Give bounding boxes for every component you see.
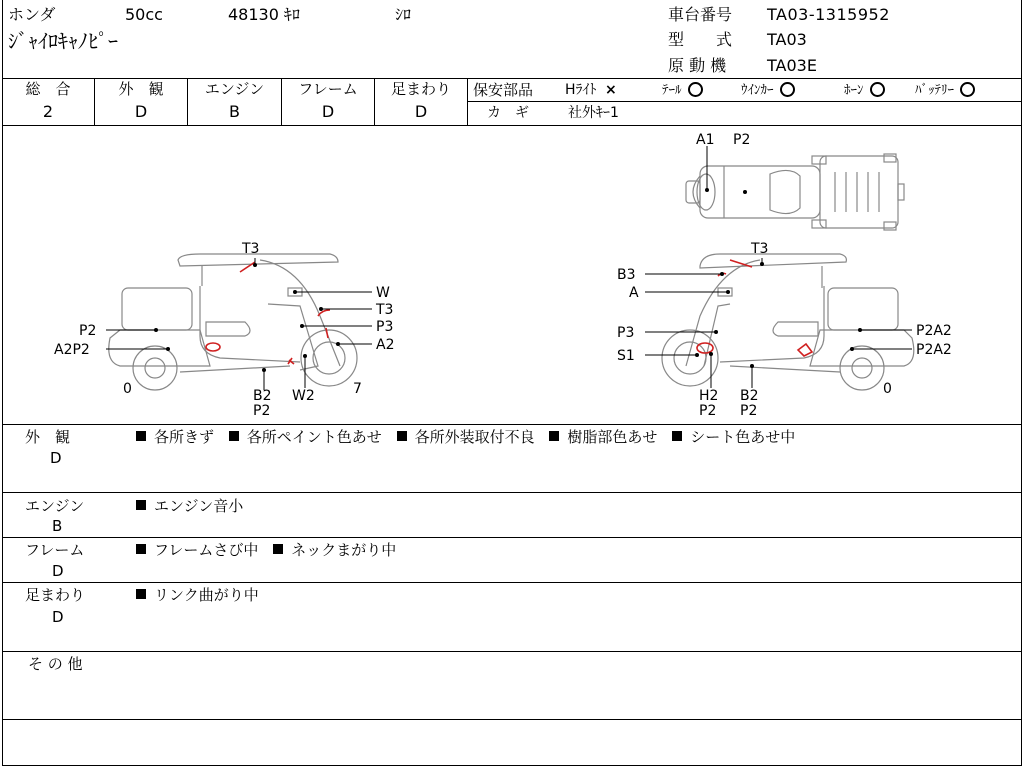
ok-circle-icon [870, 82, 885, 97]
left-label-b2: B2 [253, 388, 272, 404]
section-divider [2, 492, 1022, 493]
displacement: 50cc [125, 5, 163, 24]
top-label-a1: A1 [696, 132, 715, 148]
right-label-zero: 0 [883, 381, 892, 397]
body-color: ｼﾛ [395, 5, 412, 24]
section-divider [2, 537, 1022, 538]
grade-suspension-label: 足まわり [390, 80, 451, 98]
diagram-labels [54, 132, 952, 419]
ok-circle-icon [780, 82, 795, 97]
key-label: カ ギ [487, 105, 529, 121]
model-name: ｼﾞｬｲﾛｷｬﾉﾋﾟｰ [8, 29, 118, 53]
bullet-square-icon [549, 431, 559, 441]
left-label-a2p2: A2P2 [54, 342, 90, 358]
left-label-w2: W2 [292, 388, 315, 404]
note-item: リンク曲がり中 [154, 586, 259, 604]
safety-horn [844, 82, 885, 99]
scooter-drawing [109, 154, 914, 390]
safety-headlight [565, 81, 617, 99]
bullet-square-icon [136, 500, 146, 510]
left-label-zero: 0 [123, 381, 132, 397]
safety-winker [741, 82, 795, 99]
left-label-p2: P2 [79, 323, 97, 339]
section-frame-grade: D [52, 562, 64, 580]
grade-divider [467, 78, 468, 125]
safety-taillight-label: ﾃｰﾙ [662, 83, 682, 98]
section-frame-label: フレーム [25, 541, 85, 559]
safety-parts-label: 保安部品 [473, 81, 534, 99]
right-label-p2b: P2 [740, 403, 758, 419]
section-divider [2, 424, 1022, 425]
bullet-square-icon [136, 544, 146, 554]
note-item: フレームさび中 [154, 541, 259, 559]
note-item: 樹脂部色あせ [567, 428, 658, 446]
bullet-square-icon [397, 431, 407, 441]
safety-headlight-label: Hﾗｲﾄ [565, 82, 597, 98]
bullet-square-icon [136, 431, 146, 441]
ok-circle-icon [688, 82, 703, 97]
bullet-square-icon [672, 431, 682, 441]
grade-engine-value: B [229, 102, 240, 121]
note-item: 各所きず [154, 428, 215, 446]
scooter-left-view [109, 254, 357, 390]
frame-number-label: 車台番号 [668, 5, 733, 24]
grade-suspension-value: D [414, 102, 428, 121]
right-label-p2: P2 [699, 403, 717, 419]
grade-exterior-value: D [134, 102, 148, 121]
frame-number-value: TA03-1315952 [767, 5, 890, 24]
top-label-p2: P2 [733, 132, 751, 148]
bullet-square-icon [229, 431, 239, 441]
note-item: エンジン音小 [154, 497, 244, 515]
right-label-h2: H2 [699, 388, 719, 404]
model-type-value: TA03 [767, 30, 807, 49]
safety-battery [915, 82, 975, 99]
grade-exterior-label: 外 観 [118, 80, 164, 98]
section-suspension-grade: D [52, 608, 64, 626]
section-suspension-label: 足まわり [25, 586, 86, 604]
section-suspension-notes [136, 586, 259, 605]
section-exterior-notes [136, 428, 795, 447]
section-divider [2, 719, 1022, 720]
right-label-t3: T3 [751, 241, 769, 257]
right-label-p2a2: P2A2 [916, 323, 952, 339]
bullet-square-icon [136, 589, 146, 599]
damage-mark [240, 262, 255, 272]
section-engine-grade: B [52, 517, 63, 535]
engine-value: TA03E [767, 56, 817, 75]
grade-frame-value: D [321, 102, 335, 121]
damage-mark [798, 344, 812, 356]
leader-dots [154, 188, 862, 372]
section-divider [2, 651, 1022, 652]
grade-overall-label: 総 合 [25, 80, 71, 98]
safety-headlight-mark: × [604, 82, 617, 98]
section-other-label: そ の 他 [28, 655, 83, 673]
bullet-square-icon [273, 544, 283, 554]
key-value: 社外ｷｰ1 [568, 105, 619, 121]
left-label-t3b: T3 [376, 302, 394, 318]
note-item: ネックまがり中 [291, 541, 397, 559]
note-item: シート色あせ中 [690, 428, 796, 446]
safety-winker-label: ｳｲﾝｶｰ [741, 83, 774, 98]
damage-mark [206, 343, 220, 351]
section-engine-label: エンジン [25, 497, 85, 515]
grade-row-top-line [2, 78, 1022, 79]
left-label-seven: 7 [353, 381, 362, 397]
section-engine-notes [136, 497, 243, 516]
right-label-s1: S1 [617, 348, 635, 364]
section-exterior-grade: D [50, 449, 62, 467]
grade-overall-value: 2 [42, 102, 54, 121]
damage-diagram [0, 126, 1024, 424]
left-label-a2: A2 [376, 337, 395, 353]
safety-taillight [662, 82, 703, 99]
leader-lines [106, 146, 912, 390]
section-exterior-label: 外 観 [25, 428, 71, 446]
grade-engine-label: エンジン [204, 80, 265, 98]
safety-battery-label: ﾊﾞｯﾃﾘｰ [915, 83, 954, 98]
left-label-p3: P3 [376, 319, 394, 335]
grade-frame-label: フレーム [298, 80, 358, 98]
scooter-top-view [686, 154, 904, 230]
right-label-b3: B3 [617, 267, 636, 283]
right-label-a: A [629, 285, 639, 301]
right-label-p3: P3 [617, 325, 635, 341]
left-label-w: W [376, 285, 390, 301]
section-frame-notes [136, 541, 396, 560]
model-type-label: 型 式 [668, 30, 733, 49]
right-label-p2a2b: P2A2 [916, 342, 952, 358]
right-label-b2: B2 [740, 388, 759, 404]
engine-label: 原 動 機 [668, 56, 727, 75]
maker-name: ホンダ [8, 5, 56, 24]
note-item: 各所ペイント色あせ [246, 428, 382, 446]
key-row-line [468, 101, 1022, 102]
section-divider [2, 582, 1022, 583]
ok-circle-icon [960, 82, 975, 97]
safety-horn-label: ﾎｰﾝ [844, 83, 864, 98]
mileage: 48130 ｷﾛ [228, 5, 300, 24]
note-item: 各所外装取付不良 [414, 428, 535, 446]
left-label-t3: T3 [242, 241, 260, 257]
left-label-p2b: P2 [253, 403, 271, 419]
